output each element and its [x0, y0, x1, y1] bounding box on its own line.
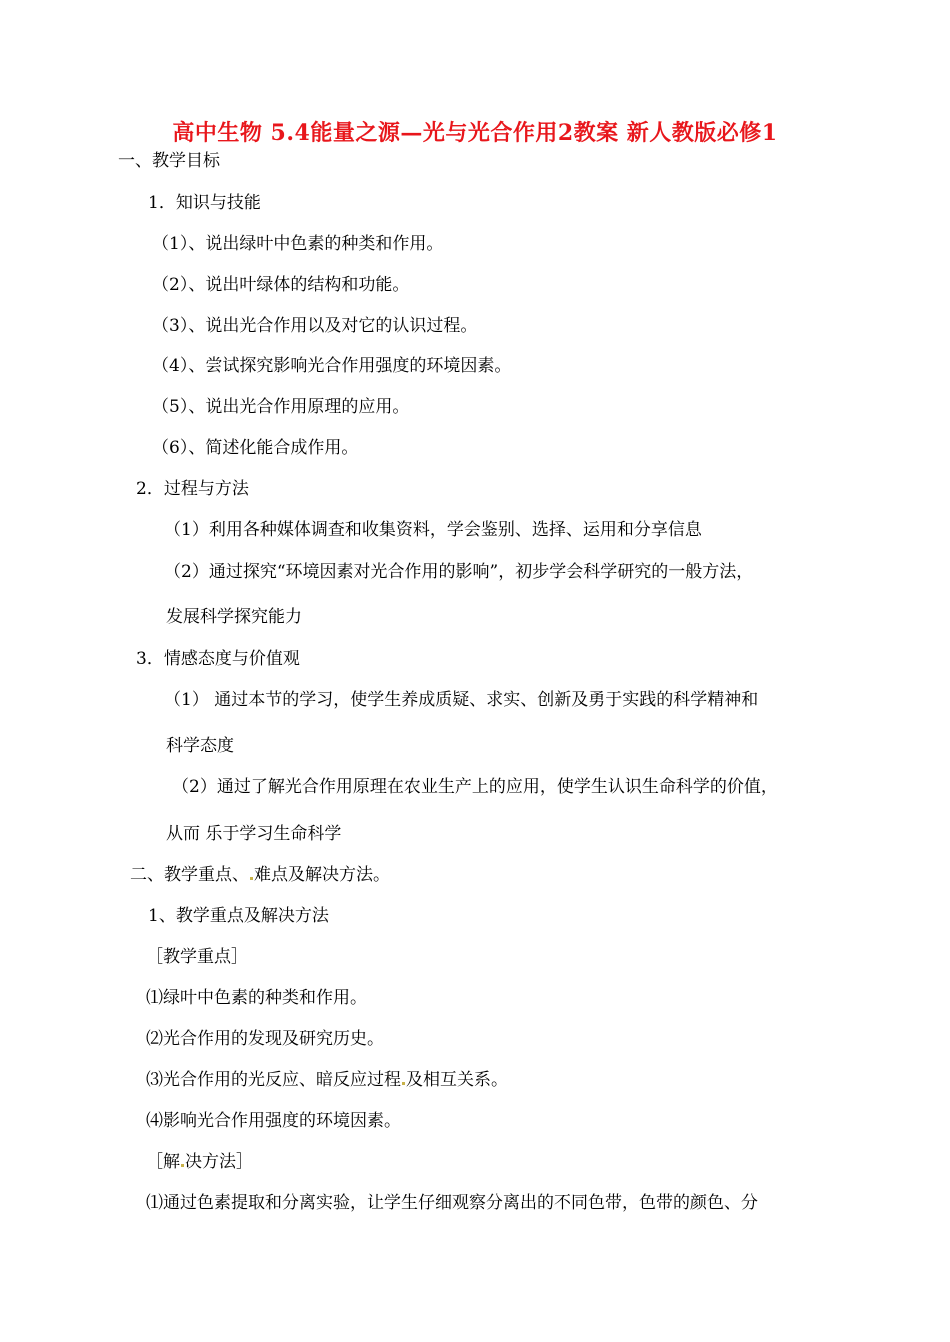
item-text: 及相互关系。	[406, 1070, 508, 1090]
list-item: （2）、说出叶绿体的结构和功能。	[152, 275, 410, 295]
list-item: （3）、说出光合作用以及对它的认识过程。	[152, 316, 478, 336]
paragraph: （1）利用各种媒体调查和收集资料，学会鉴别、选择、运用和分享信息	[164, 520, 702, 540]
section-heading-teaching-goals: 一、教学目标	[118, 151, 220, 171]
subheading-emotion-values: 3．情感态度与价值观	[136, 649, 300, 669]
dot-mark	[181, 1164, 184, 1167]
label-text: 决方法］	[185, 1152, 253, 1172]
paragraph: （2）通过探究“环境因素对光合作用的影响”，初步学会科学研究的一般方法，	[164, 562, 754, 582]
paragraph: 从而 乐于学习生命科学	[166, 824, 342, 844]
list-item: ⑴绿叶中色素的种类和作用。	[146, 988, 367, 1008]
paragraph: （1） 通过本节的学习，使学生养成质疑、求实、创新及勇于实践的科学精神和	[164, 690, 759, 710]
subheading-knowledge-skills: 1．知识与技能	[148, 193, 261, 213]
paragraph: ⑴通过色素提取和分离实验，让学生仔细观察分离出的不同色带，色带的颜色、分	[146, 1193, 758, 1213]
list-item	[146, 1069, 508, 1091]
list-item: （1）、说出绿叶中色素的种类和作用。	[152, 234, 444, 254]
paragraph: （2）通过了解光合作用原理在农业生产上的应用，使学生认识生命科学的价值，	[172, 777, 778, 797]
list-item: ⑷影响光合作用强度的环境因素。	[146, 1111, 401, 1131]
section-heading-key-points	[130, 864, 390, 886]
label-solution-method	[146, 1151, 253, 1173]
paragraph: 发展科学探究能力	[166, 607, 302, 627]
dot-mark	[250, 877, 253, 880]
label-text: ［解	[146, 1152, 180, 1172]
subheading-process-method: 2．过程与方法	[136, 479, 249, 499]
list-item: （6）、简述化能合成作用。	[152, 438, 359, 458]
list-item: （5）、说出光合作用原理的应用。	[152, 397, 410, 417]
heading-text: 难点及解决方法。	[254, 865, 390, 885]
heading-text: 二、教学重点、	[130, 865, 249, 885]
document-title: 高中生物 5.4能量之源—光与光合作用2教案 新人教版必修1	[172, 120, 778, 146]
label-key-points: ［教学重点］	[146, 947, 248, 967]
list-item: ⑵光合作用的发现及研究历史。	[146, 1029, 384, 1049]
dot-mark	[402, 1082, 405, 1085]
paragraph: 科学态度	[166, 736, 234, 756]
item-text: ⑶光合作用的光反应、暗反应过程	[146, 1070, 401, 1090]
subheading-key-points-methods: 1、教学重点及解决方法	[148, 906, 329, 926]
list-item: （4）、尝试探究影响光合作用强度的环境因素。	[152, 356, 512, 376]
